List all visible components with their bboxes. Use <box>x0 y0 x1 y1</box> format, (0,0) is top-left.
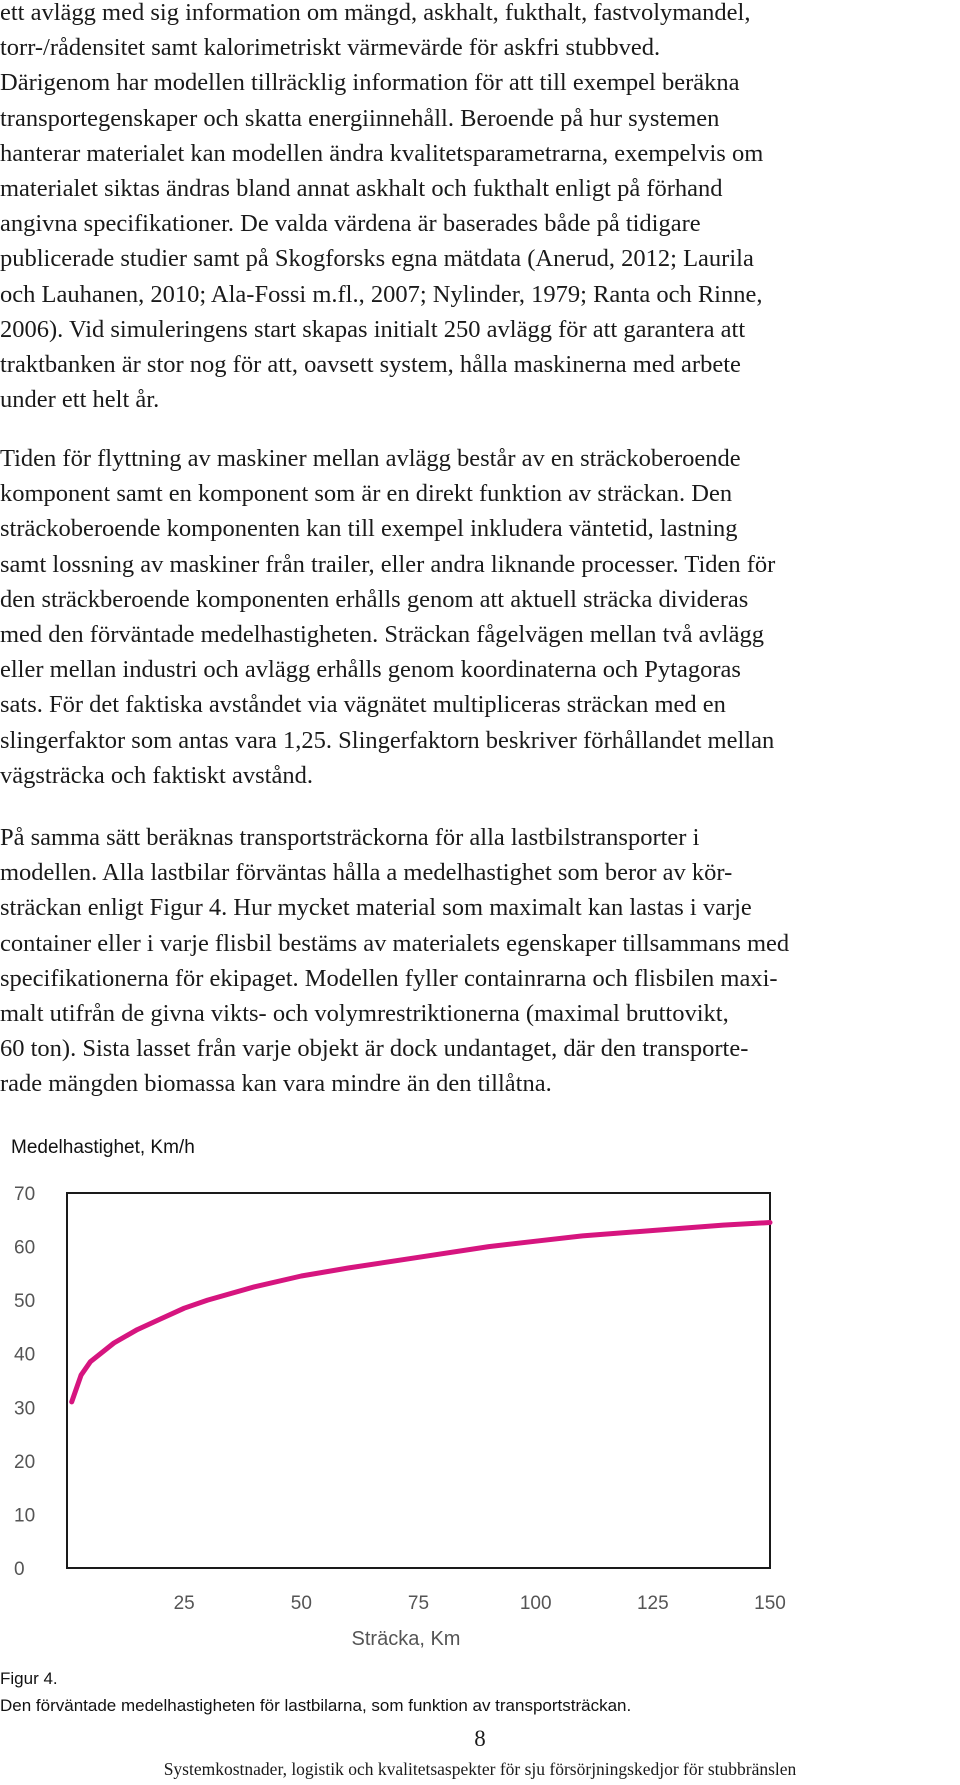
text-line: slingerfaktor som antas vara 1,25. Slingerfaktorn beskriver förhållandet mellan <box>0 726 775 754</box>
y-tick-label: 70 <box>14 1184 36 1205</box>
text-line: rade mängden biomassa kan vara mindre än den tillåtna. <box>0 1070 552 1098</box>
text-line: under ett helt år. <box>0 386 160 414</box>
text-line: publicerade studier samt på Skogforsks egna mätdata (Anerud, 2012; Laurila <box>0 245 754 273</box>
text-line: ett avlägg med sig information om mängd, askhalt, fukthalt, fastvolymandel, <box>0 0 751 26</box>
text-line: eller mellan industri och avlägg erhålls genom koordinaterna och Pytagoras <box>0 656 741 684</box>
x-tick-label: 25 <box>173 1593 195 1614</box>
y-tick-label: 20 <box>14 1451 36 1473</box>
text-line: malt utifrån de givna vikts- och volymrestriktionerna (maximal bruttovikt, <box>0 1000 729 1028</box>
chart-y-axis-title: Medelhastighet, Km/h <box>11 1137 195 1158</box>
text-line: materialet siktas ändras bland annat askhalt och fukthalt enligt på förhand <box>0 175 723 203</box>
page-footer: Systemkostnader, logistik och kvalitetsaspekter för sju försörjningskedjor för stubbränslen <box>163 1759 797 1779</box>
text-line: Därigenom har modellen tillräcklig information för att till exempel beräkna <box>0 69 740 97</box>
text-line: samt lossning av maskiner från trailer, eller andra liknande processer. Tiden för <box>0 550 776 578</box>
text-line: 60 ton). Sista lasset från varje objekt är dock undantaget, där den transporte- <box>0 1035 749 1063</box>
y-tick-label: 30 <box>14 1398 36 1420</box>
text-line: torr-/rådensitet samt kalorimetriskt värmevärde för askfri stubbved. <box>0 34 661 62</box>
text-line: den sträckberoende komponenten erhålls genom att aktuell sträcka divideras <box>0 585 749 613</box>
text-line: och Lauhanen, 2010; Ala-Fossi m.fl., 2007; Nylinder, 1979; Ranta och Rinne, <box>0 280 763 308</box>
y-tick-label: 50 <box>14 1291 36 1313</box>
figure-label: Figur 4. <box>0 1669 58 1688</box>
text-line: Tiden för flyttning av maskiner mellan avlägg består av en sträckoberoende <box>0 445 741 472</box>
y-tick-label: 40 <box>14 1344 36 1366</box>
text-line: container eller i varje flisbil bestäms av materialets egenskaper tillsammans med <box>0 929 790 957</box>
x-tick-label: 100 <box>519 1593 552 1614</box>
text-line: hanterar materialet kan modellen ändra kvalitetsparametrarna, exempelvis om <box>0 139 764 167</box>
text-line: modellen. Alla lastbilar förväntas hålla a medelhastighet som beror av kör- <box>0 859 733 887</box>
text-line: traktbanken är stor nog för att, oavsett system, hålla maskinerna med arbete <box>0 351 741 379</box>
figure-caption: Den förväntade medelhastigheten för lastbilarna, som funktion av transportsträckan. <box>0 1696 632 1715</box>
paragraph-1 <box>0 0 960 417</box>
text-line: På samma sätt beräknas transportsträckorna för alla lastbilstransporter i <box>0 824 700 851</box>
paragraph-2 <box>0 441 960 793</box>
text-line: med den förväntade medelhastigheten. Sträckan fågelvägen mellan två avlägg <box>0 621 764 649</box>
chart-x-axis-title: Sträcka, Km <box>351 1628 461 1650</box>
speed-series-line <box>72 1223 770 1402</box>
x-tick-label: 75 <box>407 1593 430 1614</box>
y-tick-label: 60 <box>14 1237 36 1259</box>
page-number: 8 <box>474 1726 486 1751</box>
x-tick-label: 125 <box>636 1593 669 1614</box>
text-line: angivna specifikationer. De valda värdena är baserades både på tidigare <box>0 210 701 238</box>
text-line: sträckoberoende komponenten kan till exempel inkludera väntetid, lastning <box>0 515 738 543</box>
text-line: komponent samt en komponent som är en direkt funktion av sträckan. Den <box>0 480 733 508</box>
x-tick-label: 150 <box>754 1593 786 1614</box>
text-line: specifikationerna för ekipaget. Modellen fyller containrarna och flisbilen maxi- <box>0 964 778 992</box>
text-line: 2006). Vid simuleringens start skapas initialt 250 avlägg för att garantera att <box>0 315 746 343</box>
text-line: transportegenskaper och skatta energiinnehåll. Beroende på hur systemen <box>0 104 720 132</box>
text-line: vägsträcka och faktiskt avstånd. <box>0 761 313 789</box>
y-tick-label: 10 <box>14 1505 36 1527</box>
x-tick-label: 50 <box>290 1593 312 1614</box>
paragraph-3 <box>0 820 960 1102</box>
speed-distance-chart <box>0 1160 800 1650</box>
y-tick-label: 0 <box>14 1559 25 1580</box>
plot-area-frame <box>67 1193 770 1568</box>
text-line: sträckan enligt Figur 4. Hur mycket material som maximalt kan lastas i varje <box>0 894 752 922</box>
text-line: sats. För det faktiska avståndet via vägnätet multipliceras sträckan med en <box>0 691 726 719</box>
